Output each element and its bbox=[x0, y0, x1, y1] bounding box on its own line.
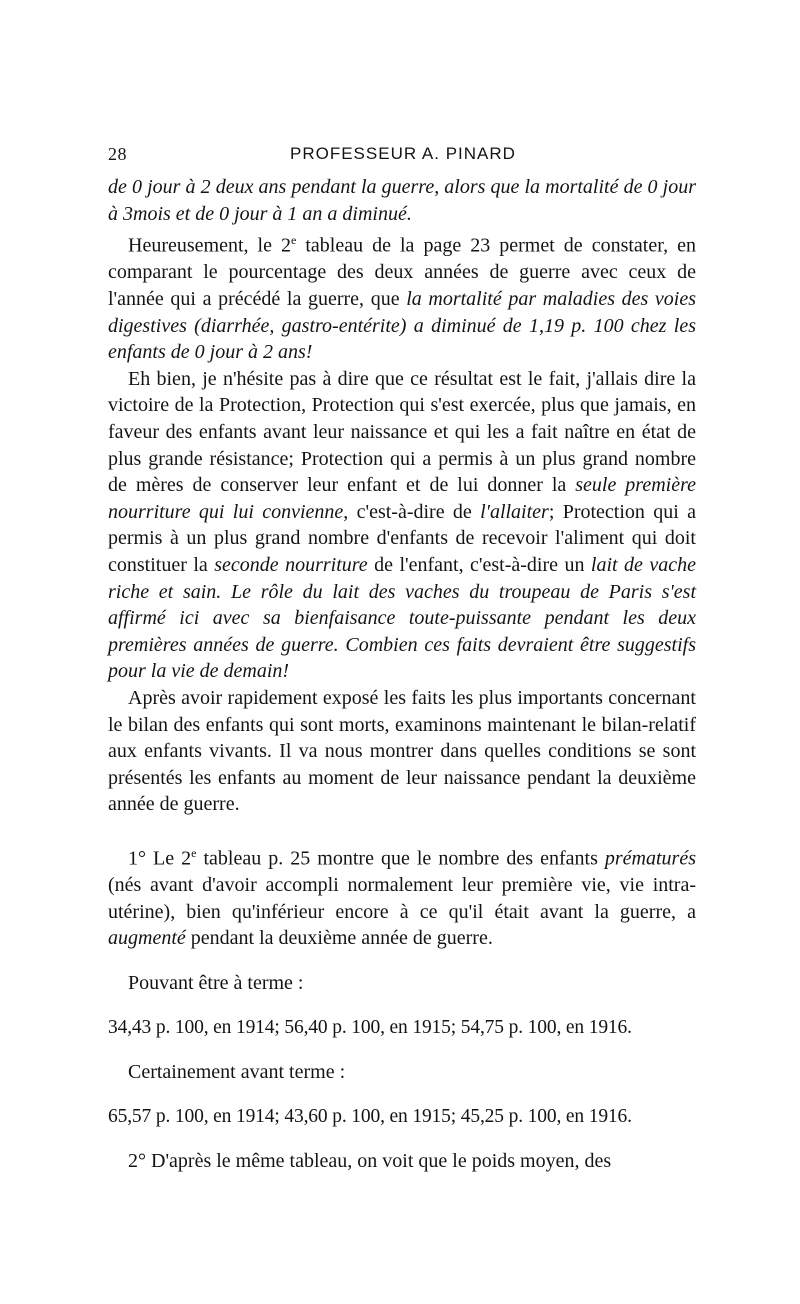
paragraph-mortality-digestive: Heureusement, le 2e tableau de la page 23 permet de constater, en comparant le pourcentage des deux années de guerre avec ceux de l'année qui a précédé la guerre, que la mortalité par maladies des voies digestives (diarrhée, gastro-entérite) a diminué de 1,19 p. 100 chez les enfants de 0 jour à 2 ans! bbox=[108, 233, 697, 364]
percentages-preterm: 65,57 p. 100, en 1914; 43,60 p. 100, en 1915; 45,25 p. 100, en 1916. bbox=[108, 1105, 632, 1127]
paragraph-continuation: de 0 jour à 2 deux ans pendant la guerre, alors que la mortalité de 0 jour à 3mois et de 0 jour à 1 an a diminué. bbox=[108, 176, 696, 225]
document-page bbox=[108, 140, 696, 1175]
page-number: 28 bbox=[108, 144, 127, 164]
page-header bbox=[108, 140, 696, 174]
percentages-full-term: 34,43 p. 100, en 1914; 56,40 p. 100, en 1915; 54,75 p. 100, en 1916. bbox=[108, 1016, 632, 1038]
label-full-term: Pouvant être à terme : bbox=[128, 971, 304, 994]
paragraph-premature: 1° Le 2e tableau p. 25 montre que le nombre des enfants prématurés (nés avant d'avoir accompli normalement leur première vie, vie intra-utérine), bien qu'inférieur encore à ce qu'il était avant la guerre, a augmenté pendant la deuxième année de guerre. bbox=[108, 845, 696, 950]
paragraph-average-weight: 2° D'après le même tableau, on voit que le poids moyen, des bbox=[128, 1150, 612, 1173]
running-title: PROFESSEUR A. PINARD bbox=[290, 144, 516, 163]
paragraph-living-children: Après avoir rapidement exposé les faits les plus importants concernant le bilan des enfants qui sont morts, examinons maintenant le bilan-relatif aux enfants vivants. Il va nous montrer dans quelles conditions se sont présentés les enfants au moment de leur naissance pendant la deuxième année de guerre. bbox=[108, 686, 696, 816]
label-preterm: Certainement avant terme : bbox=[128, 1061, 346, 1084]
paragraph-protection: Eh bien, je n'hésite pas à dire que ce résultat est le fait, j'allais dire la victoire de la Protection, Protection qui s'est exercée, plus que jamais, en faveur des enfants avant leur naissance et qui les a fait naître en état de plus grande résistance; Protection qui a permis à un plus grand nombre de mères de conserver leur enfant et de lui donner la seule première nourriture qui lui convienne, c'est-à-dire de l'allaiter; Protection qui a permis à un plus grand nombre d'enfants de recevoir l'aliment qui doit constituer la seconde nourriture de l'enfant, c'est-à-dire un lait de vache riche et sain. Le rôle du lait des vaches du troupeau de Paris s'est affirmé ici avec sa bienfaisance toute-puissante pendant les deux premières années de guerre. Combien ces faits devraient être suggestifs pour la vie de demain! bbox=[108, 367, 696, 683]
